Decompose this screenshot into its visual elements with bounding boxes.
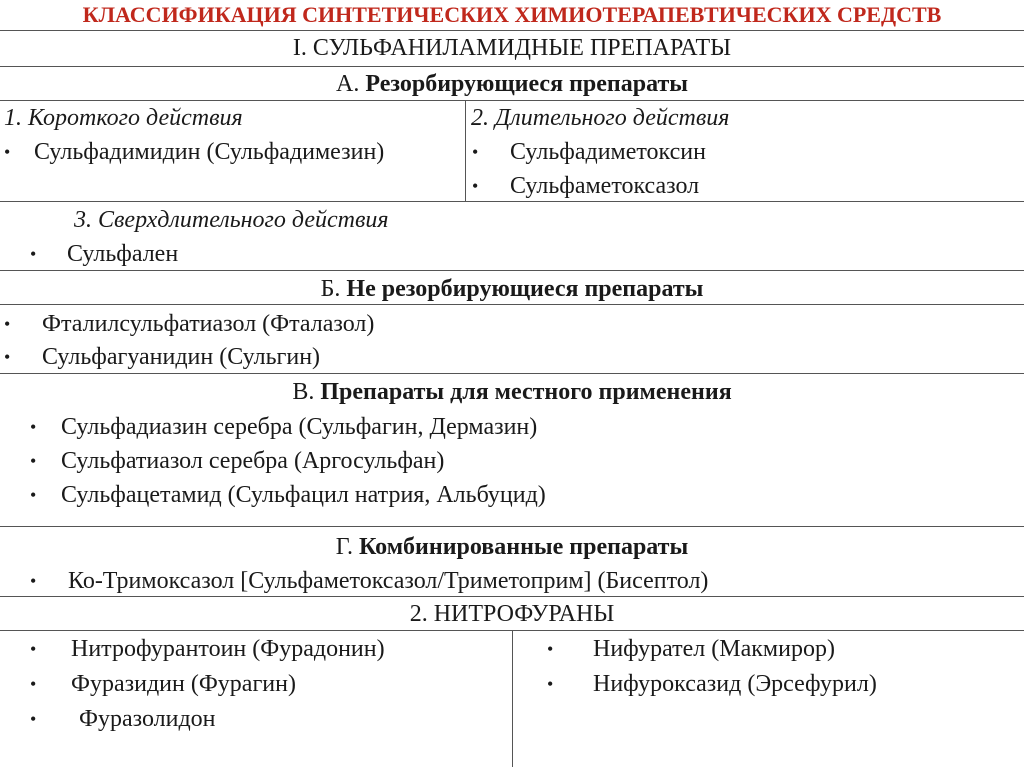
divider xyxy=(465,100,466,201)
divider xyxy=(0,304,1024,305)
list-item: Сульфагуанидин (Сульгин) xyxy=(42,344,321,370)
extra-long-acting-heading: 3. Сверхдлительного действия xyxy=(74,207,389,233)
list-item: Сульфадиазин серебра (Сульфагин, Дермазин) xyxy=(61,414,538,440)
list-item: Сульфатиазол серебра (Аргосульфан) xyxy=(61,448,445,474)
divider xyxy=(0,526,1024,527)
group-b-label: Не резорбирующиеся препараты xyxy=(346,276,704,302)
group-v-label: Препараты для местного применения xyxy=(320,379,732,405)
divider xyxy=(512,630,513,767)
divider xyxy=(0,596,1024,597)
group-g-heading xyxy=(0,533,1024,561)
bullet: • xyxy=(30,417,37,437)
bullet: • xyxy=(30,709,37,729)
group-v-prefix: В. xyxy=(292,379,315,405)
bullet: • xyxy=(4,142,11,162)
section-heading-nitrofurans: 2. НИТРОФУРАНЫ xyxy=(409,601,615,627)
bullet: • xyxy=(30,244,37,264)
list-item: Фуразидин (Фурагин) xyxy=(71,671,296,697)
group-a-label: Резорбирующиеся препараты xyxy=(365,71,688,97)
divider xyxy=(0,201,1024,202)
bullet: • xyxy=(30,639,37,659)
bullet: • xyxy=(4,347,11,367)
group-b-prefix: Б. xyxy=(320,276,341,302)
list-item: Ко-Тримоксазол [Сульфаметоксазол/Триметоприм] (Бисептол) xyxy=(68,568,709,594)
bullet: • xyxy=(30,485,37,505)
divider xyxy=(0,270,1024,271)
bullet: • xyxy=(547,639,554,659)
divider xyxy=(0,66,1024,67)
page-title: КЛАССИФИКАЦИЯ СИНТЕТИЧЕСКИХ ХИМИОТЕРАПЕВТИЧЕСКИХ СРЕДСТВ xyxy=(82,2,942,27)
bullet: • xyxy=(30,674,37,694)
list-item: Нитрофурантоин (Фурадонин) xyxy=(71,636,385,662)
list-item: Фталилсульфатиазол (Фталазол) xyxy=(42,311,375,337)
group-g-prefix: Г. xyxy=(335,534,353,560)
group-b-heading xyxy=(0,275,1024,303)
bullet: • xyxy=(30,451,37,471)
long-acting-heading: 2. Длительного действия xyxy=(471,105,730,131)
bullet: • xyxy=(472,176,479,196)
bullet: • xyxy=(547,674,554,694)
divider xyxy=(0,30,1024,31)
group-v-heading xyxy=(0,378,1024,406)
list-item: Нифуроксазид (Эрсефурил) xyxy=(593,671,877,697)
section-heading-sulfonamides: I. СУЛЬФАНИЛАМИДНЫЕ ПРЕПАРАТЫ xyxy=(292,35,732,61)
list-item: Фуразолидон xyxy=(79,706,216,732)
divider xyxy=(0,373,1024,374)
bullet: • xyxy=(472,142,479,162)
bullet: • xyxy=(4,314,11,334)
list-item: Сульфадиметоксин xyxy=(510,139,706,165)
list-item: Сульфаметоксазол xyxy=(510,173,700,199)
group-a-prefix: А. xyxy=(336,71,360,97)
list-item: Сульфадимидин (Сульфадимезин) xyxy=(34,139,385,165)
divider xyxy=(0,100,1024,101)
list-item: Сульфален xyxy=(67,241,179,267)
list-item: Сульфацетамид (Сульфацил натрия, Альбуцид) xyxy=(61,482,546,508)
list-item: Нифурател (Макмирор) xyxy=(593,636,835,662)
bullet: • xyxy=(30,571,37,591)
group-g-label: Комбинированные препараты xyxy=(358,534,689,560)
group-a-heading xyxy=(0,70,1024,98)
short-acting-heading: 1. Короткого действия xyxy=(4,105,243,131)
